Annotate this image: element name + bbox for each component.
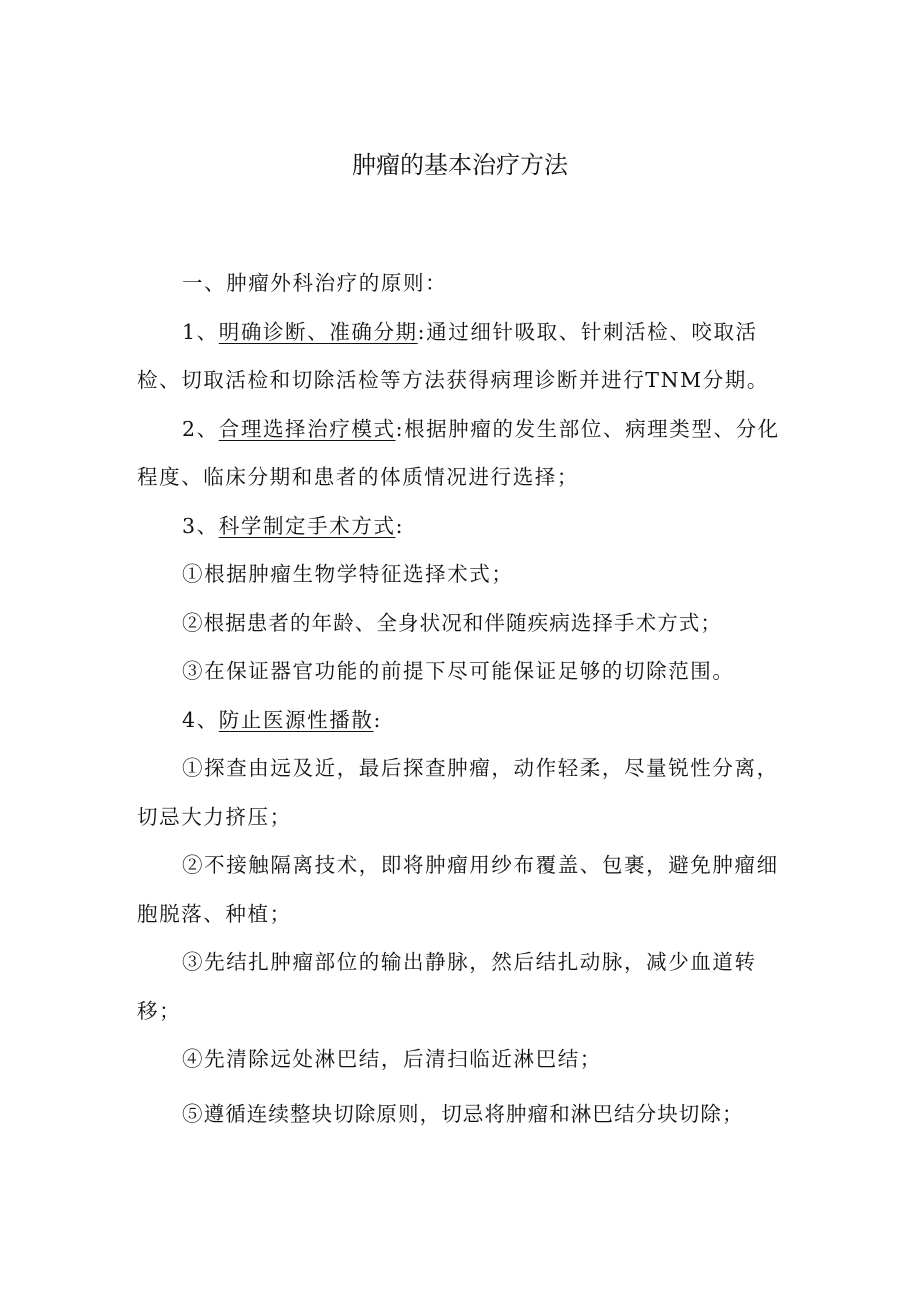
section-heading: 一、肿瘤外科治疗的原则： (182, 271, 448, 295)
sub-item-4-1: ①探查由远及近，最后探查肿瘤，动作轻柔，尽量锐性分离，切忌大力挤压； (137, 756, 779, 829)
sub-item-3-2: ②根据患者的年龄、全身状况和伴随疾病选择手术方式； (182, 610, 722, 635)
sub-item-4-3: ③先结扎肿瘤部位的输出静脉，然后结扎动脉，减少血道转移； (137, 950, 757, 1023)
sub-item-3-1: ①根据肿瘤生物学特征选择术式； (182, 562, 514, 586)
item-text: : (373, 707, 382, 732)
sub-item-3-3: ③在保证器官功能的前提下尽可能保证足够的切除范围。 (182, 659, 735, 683)
item-text: :根据肿瘤的发生部位、病理类型、分化程度、临床分期和患者的体质情况进行选择； (137, 416, 780, 489)
item-label: 防止医源性播散 (218, 707, 374, 732)
principle-item-4 (137, 696, 797, 745)
item-text: : (395, 513, 405, 538)
item-number: 4、 (182, 707, 219, 732)
item-number: 1、 (182, 319, 219, 344)
item-label: 明确诊断、准确分期 (218, 319, 418, 344)
item-text: :通过细针吸取、针刺活检、咬取活检、切取活检和切除活检等方法获得病理诊断并进行TNM分期。 (137, 319, 769, 392)
item-number: 3、 (182, 513, 219, 538)
item-label: 合理选择治疗模式 (218, 416, 396, 441)
document-body (137, 259, 797, 1138)
principle-item-3 (137, 502, 797, 551)
item-number: 2、 (182, 416, 219, 441)
sub-item-4-5: ⑤遵循连续整块切除原则，切忌将肿瘤和淋巴结分块切除； (182, 1101, 744, 1126)
principle-item-1 (137, 308, 797, 405)
document-title: 肿瘤的基本治疗方法 (352, 151, 568, 179)
sub-item-4-2: ②不接触隔离技术，即将肿瘤用纱布覆盖、包裹，避免肿瘤细胞脱落、种植； (137, 853, 779, 926)
principle-item-2 (137, 405, 797, 502)
item-label: 科学制定手术方式 (218, 513, 396, 538)
sub-item-4-4: ④先清除远处淋巴结，后清扫临近淋巴结； (182, 1047, 602, 1071)
